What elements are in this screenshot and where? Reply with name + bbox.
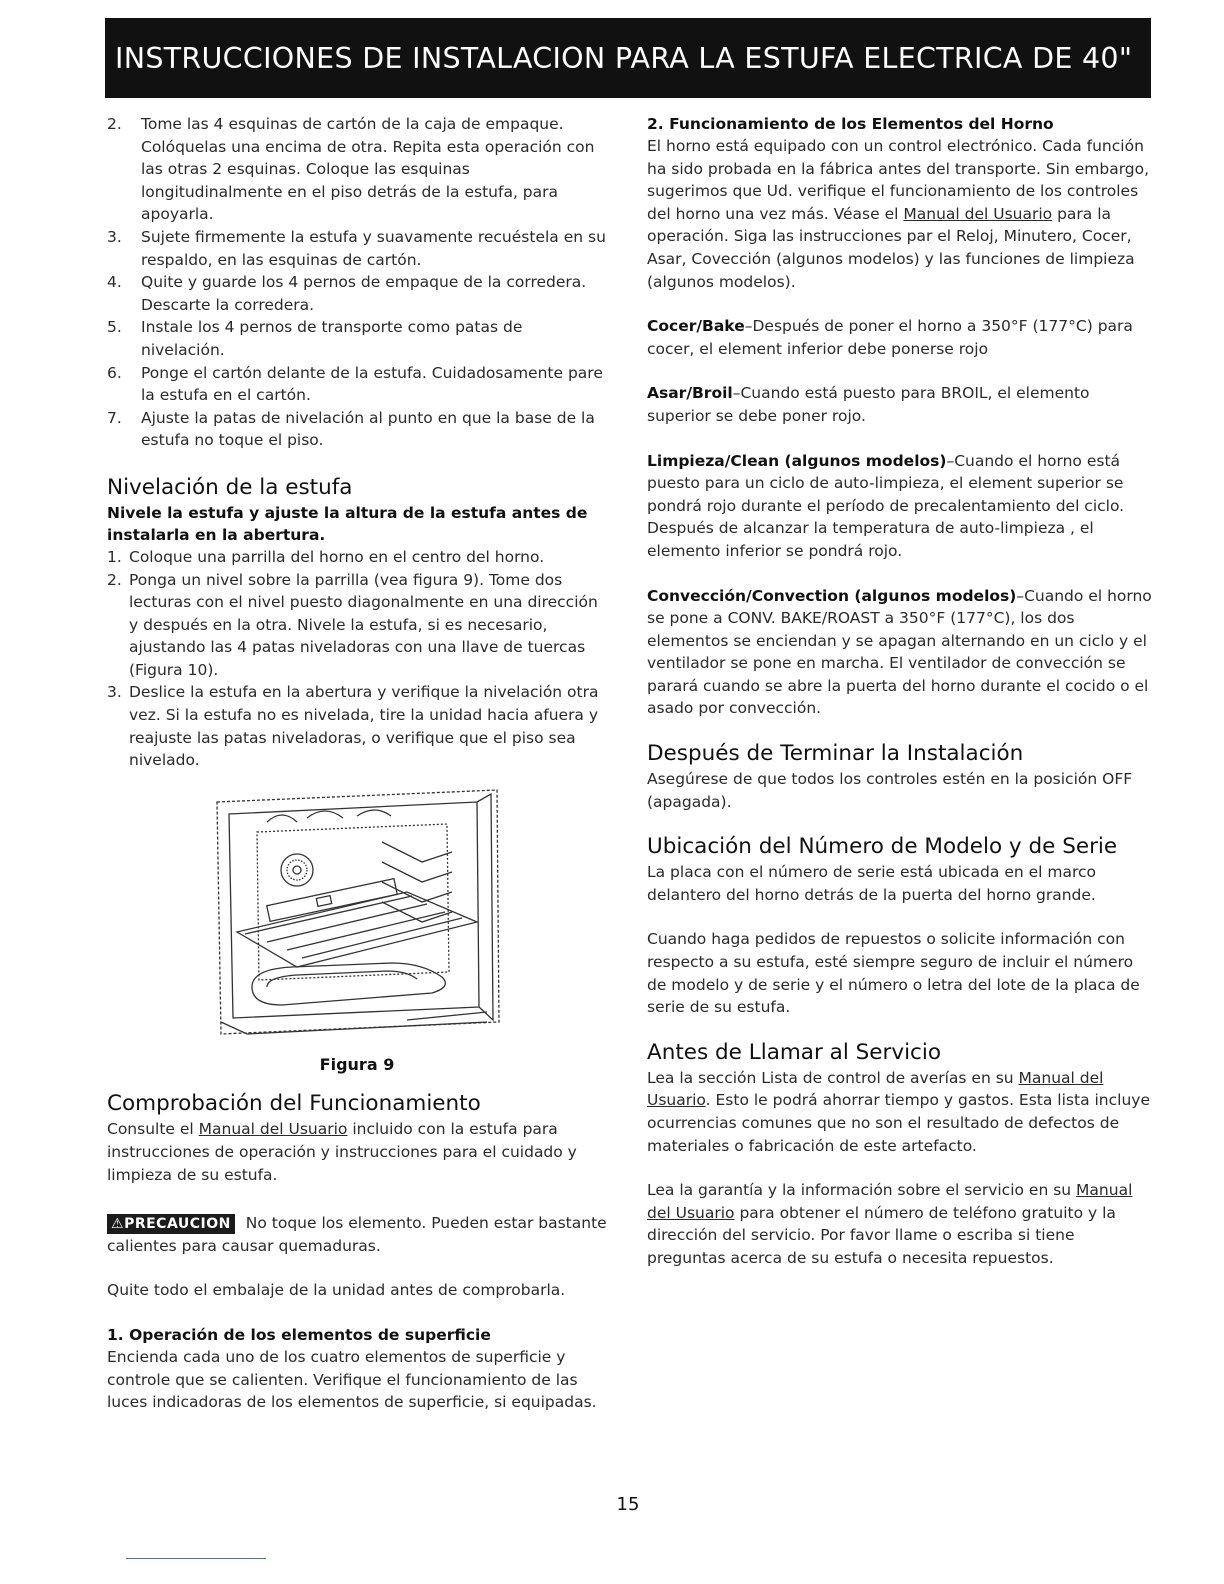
ubicacion-paragraph-2: Cuando haga pedidos de repuestos o solicite información con respecto a su estufa, esté siempre seguro de incluir el número de modelo y de serie y el número o letra del lote de la placa de serie de su estufa. [647,930,1140,1017]
footer-divider [126,1558,266,1559]
nivelacion-subheading: Nivele la estufa y ajuste la altura de la estufa antes de instalarla en la abertura. [107,503,588,544]
cocer-paragraph: Cocer/Bake–Después de poner el horno a 350°F (177°C) para cocer, el element inferior debe ponerse rojo [647,317,1133,358]
page-number: 15 [616,1494,640,1515]
list-item: 3. Deslice la estufa en la abertura y verifique la nivelación otra vez. Si la estufa no es nivelada, tire la unidad hacia afuera y reajuste las patas niveladoras, o verifique que el piso sea nivelado. [107,683,599,770]
list-item: 2. Tome las 4 esquinas de cartón de la caja de empaque. Colóquelas una encima de otra. Repita esta operación con las otras 2 esquinas. Coloque las esquinas longitudinalmente en el piso detrás de la estufa, para apoyarla. [107,115,595,224]
comprobacion-heading: Comprobación del Funcionamiento [107,1091,481,1117]
list-item: 5. Instale los 4 pernos de transporte como patas de nivelación. [107,318,523,359]
conveccion-paragraph: Convección/Convection (algunos modelos)–Cuando el horno se pone a CONV. BAKE/ROAST a 350°F (177°C), los dos elementos se enciendan y se apagan alternando en un ciclo y el ventilador se pone en marcha. El ventilador de convección se parará cuando se abre la puerta del horno durante el cocido o el asado por convección. [647,586,1152,718]
page-header-title: INSTRUCCIONES DE INSTALACION PARA LA ESTUFA ELECTRICA DE 40" [115,41,1133,75]
antes-paragraph-2: Lea la garantía y la información sobre el servicio en su Manual del Usuario para obtener el número de teléfono gratuito y la dirección del servicio. Por favor llame o escriba si tiene preguntas acerca de su estufa o necesita repuestos. [647,1181,1133,1267]
list-item: 7. Ajuste la patas de nivelación al punto en que la base de la estufa no toque el piso. [107,408,595,450]
surface-elements-heading: 1. Operación de los elementos de superficie [107,1326,491,1344]
list-item: 4. Quite y guarde los 4 pernos de empaque de la corredera. Descarte la corredera. [107,273,587,314]
ubicacion-paragraph-1: La placa con el número de serie está ubicada en el marco delantero del horno detrás de la puerta del horno grande. [647,863,1097,904]
comprobacion-paragraph: Consulte el Manual del Usuario incluido con la estufa para instrucciones de operación y instrucciones para el cuidado y limpieza de su estufa. [107,1120,577,1184]
antes-paragraph-1: Lea la sección Lista de control de averías en su Manual del Usuario. Esto le podrá ahorrar tiempo y gastos. Esta lista incluye ocurrencias comunes que no son el resultado de defectos de materiales o fabricación de este artefacto. [647,1068,1150,1155]
oven-elements-heading: 2. Funcionamiento de los Elementos del Horno [647,115,1054,133]
ubicacion-heading: Ubicación del Número de Modelo y de Serie [647,834,1118,860]
despues-heading: Después de Terminar la Instalación [647,741,1024,767]
manual-usuario-link: Manual del Usuario [647,1181,1133,1222]
manual-usuario-link: Manual del Usuario [647,1068,1104,1110]
limpieza-paragraph: Limpieza/Clean (algunos modelos)–Cuando el horno está puesto para un ciclo de auto-limpieza, el element superior se pondrá rojo durante el período de precalentamiento del ciclo. Después de alcanzar la temperatura de auto-limpieza , el elemento inferior se pondrá rojo. [647,451,1125,560]
manual-usuario-link: Manual del Usuario [903,204,1053,223]
despues-paragraph: Asegúrese de que todos los controles estén en la posición OFF (apagada). [647,770,1133,811]
figure-caption: Figura 9 [319,1054,395,1074]
nivelacion-heading: Nivelación de la estufa [107,474,353,500]
list-item: 2. Ponga un nivel sobre la parrilla (vea figura 9). Tome dos lecturas con el nivel puesto diagonalmente en una dirección y después en la otra. Nivele la estufa, si es necesario, ajustando las 4 patas niveladoras con una llave de tuercas (Figura 10). [107,570,598,679]
asar-paragraph: Asar/Broil–Cuando está puesto para BROIL, el elemento superior se debe poner rojo. [647,384,1090,425]
packaging-paragraph: Quite todo el embalaje de la unidad antes de comprobarla. [107,1281,566,1300]
manual-usuario-link: Manual del Usuario [198,1120,348,1139]
caution-badge: ⚠PRECAUCION [107,1214,235,1234]
list-item: 3. Sujete firmemente la estufa y suavamente recuéstela en su respaldo, en las esquinas de cartón. [107,227,606,269]
antes-heading: Antes de Llamar al Servicio [647,1039,941,1065]
right-column [647,113,1157,1270]
oven-elements-paragraph: El horno está equipado con un control electrónico. Cada función ha sido probada en la fábrica antes del transporte. Sin embargo, sugerimos que Ud. verifique el funcionamiento de los controles del horno una vez más. Véase el Manual del Usuario para la operación. Siga las instrucciones par el Reloj, Minutero, Cocer, Asar, Covección (algunos modelos) y las funciones de limpieza (algunos modelos). [647,137,1150,291]
surface-elements-paragraph: Encienda cada uno de los cuatro elementos de superficie y controle que se calienten. Verifique el funcionamiento de las luces indicadoras de los elementos de superficie, si equipadas. [107,1348,597,1412]
nivelacion-steps-list [107,546,607,772]
list-item: 6. Ponge el cartón delante de la estufa. Cuidadosamente pare la estufa en el cartón. [107,363,603,405]
left-column [107,113,607,1414]
list-item: 1. Coloque una parrilla del horno en el centro del horno. [107,547,545,566]
installation-steps-list [107,113,607,452]
oven-illustration [207,782,507,1052]
warning-paragraph: ⚠PRECAUCION No toque los elemento. Pueden estar bastante calientes para causar quemaduras. [107,1214,607,1255]
page-header-banner [105,18,1151,98]
oven-rack-figure [207,782,507,1052]
warning-triangle-icon: ⚠ [111,1216,125,1233]
